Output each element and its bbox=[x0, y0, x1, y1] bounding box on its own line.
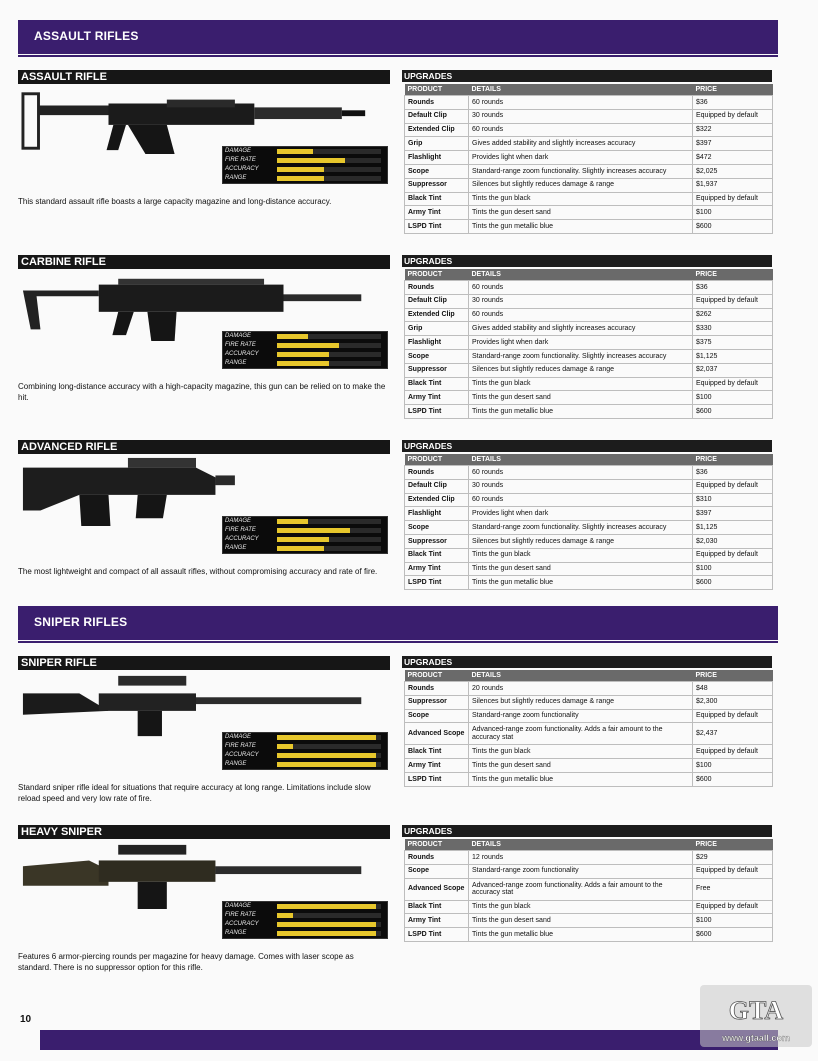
details-cell: Standard-range zoom functionality bbox=[469, 709, 693, 723]
price-cell: Equipped by default bbox=[693, 294, 773, 308]
upgrades-table bbox=[404, 839, 773, 942]
price-cell: $322 bbox=[693, 123, 773, 137]
weapon-description: Features 6 armor-piercing rounds per magazine for heavy damage. Comes with laser scope as standard. There is no suppressor option for this rifle. bbox=[18, 952, 354, 972]
stat-row bbox=[223, 350, 387, 359]
price-cell: $1,125 bbox=[693, 521, 773, 535]
stat-bar bbox=[277, 343, 339, 348]
weapon-title bbox=[18, 70, 390, 84]
col-header-product: PRODUCT bbox=[405, 839, 469, 851]
col-header-product: PRODUCT bbox=[405, 269, 469, 281]
details-cell: Tints the gun desert sand bbox=[469, 391, 693, 405]
stat-row bbox=[223, 544, 387, 553]
product-cell: Grip bbox=[405, 322, 469, 336]
gtaall-watermark-logo bbox=[700, 985, 812, 1047]
section-title: SNIPER RIFLES bbox=[34, 615, 128, 629]
table-row bbox=[405, 391, 773, 405]
stat-bar bbox=[277, 158, 345, 163]
table-row bbox=[405, 851, 773, 865]
col-header-price: PRICE bbox=[693, 839, 773, 851]
stat-row bbox=[223, 165, 387, 174]
product-cell: Flashlight bbox=[405, 151, 469, 165]
stat-row bbox=[223, 174, 387, 183]
product-cell: Black Tint bbox=[405, 377, 469, 391]
product-cell: Extended Clip bbox=[405, 123, 469, 137]
product-cell: Rounds bbox=[405, 466, 469, 480]
table-row bbox=[405, 914, 773, 928]
section-band-sniper bbox=[18, 606, 778, 640]
product-cell: LSPD Tint bbox=[405, 220, 469, 234]
details-cell: Tints the gun black bbox=[469, 745, 693, 759]
page-number: 10 bbox=[20, 1014, 32, 1025]
weapon-description: The most lightweight and compact of all assault rifles, without compromising accuracy and rate of fire. bbox=[18, 567, 378, 576]
stat-row bbox=[223, 920, 387, 929]
details-cell: 12 rounds bbox=[469, 851, 693, 865]
product-cell: Default Clip bbox=[405, 294, 469, 308]
stat-row bbox=[223, 929, 387, 938]
table-row bbox=[405, 405, 773, 419]
details-cell: 30 rounds bbox=[469, 109, 693, 123]
table-row bbox=[405, 548, 773, 562]
col-header-price: PRICE bbox=[693, 670, 773, 682]
stat-row bbox=[223, 147, 387, 156]
price-cell: $262 bbox=[693, 308, 773, 322]
table-row bbox=[405, 479, 773, 493]
details-cell: 60 rounds bbox=[469, 493, 693, 507]
price-cell: $100 bbox=[693, 759, 773, 773]
stat-panel bbox=[222, 516, 388, 554]
stat-label: RANGE bbox=[225, 761, 247, 767]
table-row bbox=[405, 576, 773, 590]
price-cell: $100 bbox=[693, 391, 773, 405]
table-header-row bbox=[405, 84, 773, 96]
details-cell: Advanced-range zoom functionality. Adds a fair amount to the accuracy stat bbox=[469, 878, 693, 900]
weapon-title bbox=[18, 656, 390, 670]
table-row bbox=[405, 493, 773, 507]
stat-row bbox=[223, 526, 387, 535]
details-cell: Tints the gun black bbox=[469, 377, 693, 391]
product-cell: Suppressor bbox=[405, 363, 469, 377]
stat-label: DAMAGE bbox=[225, 734, 252, 740]
stat-row bbox=[223, 156, 387, 165]
col-header-product: PRODUCT bbox=[405, 670, 469, 682]
stat-row bbox=[223, 760, 387, 769]
section-title: ASSAULT RIFLES bbox=[34, 29, 139, 43]
product-cell: Army Tint bbox=[405, 562, 469, 576]
col-header-price: PRICE bbox=[693, 454, 773, 466]
price-cell: Free bbox=[693, 878, 773, 900]
upgrades-header bbox=[402, 825, 772, 837]
stat-bar bbox=[277, 149, 313, 154]
table-row bbox=[405, 745, 773, 759]
details-cell: Tints the gun metallic blue bbox=[469, 772, 693, 786]
price-cell: $600 bbox=[693, 928, 773, 942]
price-cell: $397 bbox=[693, 507, 773, 521]
table-row bbox=[405, 900, 773, 914]
table-row bbox=[405, 864, 773, 878]
details-cell: Standard-range zoom functionality. Slightly increases accuracy bbox=[469, 349, 693, 363]
stat-panel bbox=[222, 331, 388, 369]
col-header-details: DETAILS bbox=[469, 670, 693, 682]
stat-label: DAMAGE bbox=[225, 333, 252, 339]
stat-bar bbox=[277, 753, 376, 758]
price-cell: Equipped by default bbox=[693, 745, 773, 759]
product-cell: Flashlight bbox=[405, 507, 469, 521]
section-divider bbox=[18, 55, 778, 57]
svg-text:GTA: GTA bbox=[728, 996, 784, 1025]
product-cell: Extended Clip bbox=[405, 308, 469, 322]
details-cell: Standard-range zoom functionality. Slightly increases accuracy bbox=[469, 521, 693, 535]
table-row bbox=[405, 562, 773, 576]
table-row bbox=[405, 308, 773, 322]
price-cell: Equipped by default bbox=[693, 864, 773, 878]
stat-bar bbox=[277, 352, 329, 357]
details-cell: 60 rounds bbox=[469, 123, 693, 137]
details-cell: Tints the gun black bbox=[469, 900, 693, 914]
details-cell: 60 rounds bbox=[469, 466, 693, 480]
stat-bar bbox=[277, 176, 324, 181]
price-cell: $472 bbox=[693, 151, 773, 165]
details-cell: 30 rounds bbox=[469, 294, 693, 308]
product-cell: LSPD Tint bbox=[405, 928, 469, 942]
price-cell: $310 bbox=[693, 493, 773, 507]
weapon-title bbox=[18, 255, 390, 269]
table-row bbox=[405, 759, 773, 773]
weapon-title-text: CARBINE RIFLE bbox=[21, 256, 106, 268]
upgrades-header bbox=[402, 656, 772, 668]
table-header-row bbox=[405, 269, 773, 281]
table-header-row bbox=[405, 454, 773, 466]
details-cell: Standard-range zoom functionality bbox=[469, 864, 693, 878]
table-row bbox=[405, 192, 773, 206]
details-cell: Standard-range zoom functionality. Slightly increases accuracy bbox=[469, 164, 693, 178]
weapon-description: Combining long-distance accuracy with a high-capacity magazine, this gun can be relied on to make the hit. bbox=[18, 382, 386, 402]
table-row bbox=[405, 709, 773, 723]
table-row bbox=[405, 151, 773, 165]
table-row bbox=[405, 164, 773, 178]
product-cell: Black Tint bbox=[405, 548, 469, 562]
weapon-title-text: ASSAULT RIFLE bbox=[21, 71, 107, 83]
price-cell: $48 bbox=[693, 682, 773, 696]
upgrades-title: UPGRADES bbox=[404, 657, 453, 667]
stat-bar bbox=[277, 922, 376, 927]
product-cell: Army Tint bbox=[405, 206, 469, 220]
table-row bbox=[405, 682, 773, 696]
price-cell: $100 bbox=[693, 914, 773, 928]
details-cell: 60 rounds bbox=[469, 96, 693, 110]
upgrades-title: UPGRADES bbox=[404, 256, 453, 266]
col-header-product: PRODUCT bbox=[405, 84, 469, 96]
stat-bar bbox=[277, 913, 293, 918]
product-cell: Rounds bbox=[405, 96, 469, 110]
table-row bbox=[405, 109, 773, 123]
product-cell: Grip bbox=[405, 137, 469, 151]
stat-label: ACCURACY bbox=[225, 536, 259, 542]
stat-bar bbox=[277, 334, 308, 339]
table-row bbox=[405, 723, 773, 745]
details-cell: Tints the gun metallic blue bbox=[469, 220, 693, 234]
stat-bar bbox=[277, 528, 350, 533]
details-cell: Silences but slightly reduces damage & range bbox=[469, 178, 693, 192]
upgrades-title: UPGRADES bbox=[404, 441, 453, 451]
details-cell: 20 rounds bbox=[469, 682, 693, 696]
col-header-price: PRICE bbox=[693, 269, 773, 281]
product-cell: Rounds bbox=[405, 281, 469, 295]
weapon-description: Standard sniper rifle ideal for situations that require accuracy at long range. Limitations include slow reload speed and very low rate of fire. bbox=[18, 783, 371, 803]
details-cell: Gives added stability and slightly increases accuracy bbox=[469, 137, 693, 151]
product-cell: Default Clip bbox=[405, 479, 469, 493]
product-cell: Black Tint bbox=[405, 192, 469, 206]
product-cell: Suppressor bbox=[405, 534, 469, 548]
table-row bbox=[405, 178, 773, 192]
product-cell: Scope bbox=[405, 164, 469, 178]
price-cell: $36 bbox=[693, 96, 773, 110]
product-cell: Flashlight bbox=[405, 336, 469, 350]
details-cell: Tints the gun desert sand bbox=[469, 206, 693, 220]
upgrades-table bbox=[404, 84, 773, 234]
stat-label: ACCURACY bbox=[225, 351, 259, 357]
details-cell: Provides light when dark bbox=[469, 336, 693, 350]
table-row bbox=[405, 281, 773, 295]
product-cell: Scope bbox=[405, 864, 469, 878]
price-cell: $600 bbox=[693, 772, 773, 786]
stat-row bbox=[223, 359, 387, 368]
stat-label: ACCURACY bbox=[225, 752, 259, 758]
table-row bbox=[405, 534, 773, 548]
price-cell: $2,030 bbox=[693, 534, 773, 548]
footer-band bbox=[40, 1030, 778, 1050]
details-cell: Advanced-range zoom functionality. Adds a fair amount to the accuracy stat bbox=[469, 723, 693, 745]
details-cell: Tints the gun desert sand bbox=[469, 562, 693, 576]
details-cell: Tints the gun desert sand bbox=[469, 914, 693, 928]
col-header-details: DETAILS bbox=[469, 839, 693, 851]
table-row bbox=[405, 137, 773, 151]
details-cell: Tints the gun desert sand bbox=[469, 759, 693, 773]
table-row bbox=[405, 377, 773, 391]
product-cell: LSPD Tint bbox=[405, 576, 469, 590]
product-cell: Scope bbox=[405, 521, 469, 535]
stat-label: FIRE RATE bbox=[225, 342, 256, 348]
table-row bbox=[405, 322, 773, 336]
col-header-details: DETAILS bbox=[469, 454, 693, 466]
price-cell: $397 bbox=[693, 137, 773, 151]
stat-row bbox=[223, 902, 387, 911]
weapon-title bbox=[18, 440, 390, 454]
stat-bar bbox=[277, 931, 376, 936]
price-cell: Equipped by default bbox=[693, 192, 773, 206]
details-cell: 60 rounds bbox=[469, 281, 693, 295]
stat-label: FIRE RATE bbox=[225, 743, 256, 749]
stat-label: RANGE bbox=[225, 360, 247, 366]
price-cell: Equipped by default bbox=[693, 548, 773, 562]
table-row bbox=[405, 206, 773, 220]
stat-bar bbox=[277, 361, 329, 366]
stat-bar bbox=[277, 904, 376, 909]
product-cell: Suppressor bbox=[405, 695, 469, 709]
product-cell: Black Tint bbox=[405, 900, 469, 914]
price-cell: Equipped by default bbox=[693, 479, 773, 493]
weapon-title-text: SNIPER RIFLE bbox=[21, 657, 97, 669]
stat-label: RANGE bbox=[225, 545, 247, 551]
stat-row bbox=[223, 332, 387, 341]
stat-panel bbox=[222, 901, 388, 939]
upgrades-table bbox=[404, 670, 773, 787]
table-row bbox=[405, 363, 773, 377]
table-row bbox=[405, 220, 773, 234]
product-cell: Rounds bbox=[405, 682, 469, 696]
section-band-assault bbox=[18, 20, 778, 54]
product-cell: Extended Clip bbox=[405, 493, 469, 507]
stat-label: FIRE RATE bbox=[225, 527, 256, 533]
section-divider bbox=[18, 641, 778, 643]
price-cell: $2,437 bbox=[693, 723, 773, 745]
details-cell: Tints the gun black bbox=[469, 548, 693, 562]
price-cell: $330 bbox=[693, 322, 773, 336]
price-cell: $2,025 bbox=[693, 164, 773, 178]
stat-label: DAMAGE bbox=[225, 903, 252, 909]
details-cell: Silences but slightly reduces damage & range bbox=[469, 363, 693, 377]
price-cell: $600 bbox=[693, 220, 773, 234]
stat-bar bbox=[277, 762, 376, 767]
stat-row bbox=[223, 742, 387, 751]
weapon-title-text: HEAVY SNIPER bbox=[21, 826, 102, 838]
upgrades-table bbox=[404, 454, 773, 590]
stat-row bbox=[223, 517, 387, 526]
col-header-price: PRICE bbox=[693, 84, 773, 96]
stat-bar bbox=[277, 546, 324, 551]
stat-row bbox=[223, 911, 387, 920]
stat-label: FIRE RATE bbox=[225, 912, 256, 918]
price-cell: $36 bbox=[693, 466, 773, 480]
price-cell: Equipped by default bbox=[693, 109, 773, 123]
price-cell: $375 bbox=[693, 336, 773, 350]
product-cell: Army Tint bbox=[405, 759, 469, 773]
price-cell: Equipped by default bbox=[693, 377, 773, 391]
price-cell: Equipped by default bbox=[693, 709, 773, 723]
price-cell: $600 bbox=[693, 576, 773, 590]
stat-bar bbox=[277, 537, 329, 542]
table-row bbox=[405, 336, 773, 350]
details-cell: Tints the gun metallic blue bbox=[469, 576, 693, 590]
weapon-description: This standard assault rifle boasts a large capacity magazine and long-distance accuracy. bbox=[18, 197, 332, 206]
details-cell: 60 rounds bbox=[469, 308, 693, 322]
table-row bbox=[405, 928, 773, 942]
svg-text:www.gtaall.com: www.gtaall.com bbox=[722, 1033, 790, 1043]
price-cell: $2,300 bbox=[693, 695, 773, 709]
stat-label: FIRE RATE bbox=[225, 157, 256, 163]
details-cell: Gives added stability and slightly increases accuracy bbox=[469, 322, 693, 336]
stat-bar bbox=[277, 167, 324, 172]
stat-label: RANGE bbox=[225, 175, 247, 181]
stat-label: ACCURACY bbox=[225, 166, 259, 172]
price-cell: Equipped by default bbox=[693, 900, 773, 914]
table-row bbox=[405, 96, 773, 110]
stat-row bbox=[223, 535, 387, 544]
upgrades-header bbox=[402, 440, 772, 452]
product-cell: Black Tint bbox=[405, 745, 469, 759]
stat-bar bbox=[277, 519, 308, 524]
table-header-row bbox=[405, 839, 773, 851]
product-cell: Army Tint bbox=[405, 914, 469, 928]
upgrades-table bbox=[404, 269, 773, 419]
weapon-title bbox=[18, 825, 390, 839]
price-cell: $100 bbox=[693, 562, 773, 576]
details-cell: Tints the gun metallic blue bbox=[469, 405, 693, 419]
stat-bar bbox=[277, 735, 376, 740]
price-cell: $36 bbox=[693, 281, 773, 295]
stat-bar bbox=[277, 744, 293, 749]
product-cell: Scope bbox=[405, 709, 469, 723]
upgrades-header bbox=[402, 255, 772, 267]
table-row bbox=[405, 772, 773, 786]
col-header-details: DETAILS bbox=[469, 84, 693, 96]
details-cell: Provides light when dark bbox=[469, 151, 693, 165]
weapon-title-text: ADVANCED RIFLE bbox=[21, 441, 118, 453]
product-cell: Advanced Scope bbox=[405, 878, 469, 900]
table-row bbox=[405, 466, 773, 480]
stat-label: RANGE bbox=[225, 930, 247, 936]
price-cell: $2,037 bbox=[693, 363, 773, 377]
stat-row bbox=[223, 341, 387, 350]
price-cell: $29 bbox=[693, 851, 773, 865]
table-row bbox=[405, 507, 773, 521]
details-cell: Tints the gun metallic blue bbox=[469, 928, 693, 942]
table-row bbox=[405, 878, 773, 900]
product-cell: Scope bbox=[405, 349, 469, 363]
price-cell: $1,937 bbox=[693, 178, 773, 192]
price-cell: $1,125 bbox=[693, 349, 773, 363]
stat-label: DAMAGE bbox=[225, 518, 252, 524]
details-cell: Provides light when dark bbox=[469, 507, 693, 521]
upgrades-header bbox=[402, 70, 772, 82]
col-header-details: DETAILS bbox=[469, 269, 693, 281]
col-header-product: PRODUCT bbox=[405, 454, 469, 466]
table-row bbox=[405, 695, 773, 709]
table-header-row bbox=[405, 670, 773, 682]
details-cell: Silences but slightly reduces damage & range bbox=[469, 534, 693, 548]
stat-label: DAMAGE bbox=[225, 148, 252, 154]
details-cell: 30 rounds bbox=[469, 479, 693, 493]
table-row bbox=[405, 521, 773, 535]
stat-row bbox=[223, 751, 387, 760]
stat-panel bbox=[222, 732, 388, 770]
details-cell: Tints the gun black bbox=[469, 192, 693, 206]
table-row bbox=[405, 349, 773, 363]
product-cell: Advanced Scope bbox=[405, 723, 469, 745]
product-cell: Rounds bbox=[405, 851, 469, 865]
stat-row bbox=[223, 733, 387, 742]
price-cell: $600 bbox=[693, 405, 773, 419]
stat-panel bbox=[222, 146, 388, 184]
table-row bbox=[405, 123, 773, 137]
product-cell: Default Clip bbox=[405, 109, 469, 123]
details-cell: Silences but slightly reduces damage & range bbox=[469, 695, 693, 709]
table-row bbox=[405, 294, 773, 308]
product-cell: Army Tint bbox=[405, 391, 469, 405]
upgrades-title: UPGRADES bbox=[404, 826, 453, 836]
product-cell: LSPD Tint bbox=[405, 772, 469, 786]
product-cell: Suppressor bbox=[405, 178, 469, 192]
product-cell: LSPD Tint bbox=[405, 405, 469, 419]
stat-label: ACCURACY bbox=[225, 921, 259, 927]
price-cell: $100 bbox=[693, 206, 773, 220]
upgrades-title: UPGRADES bbox=[404, 71, 453, 81]
